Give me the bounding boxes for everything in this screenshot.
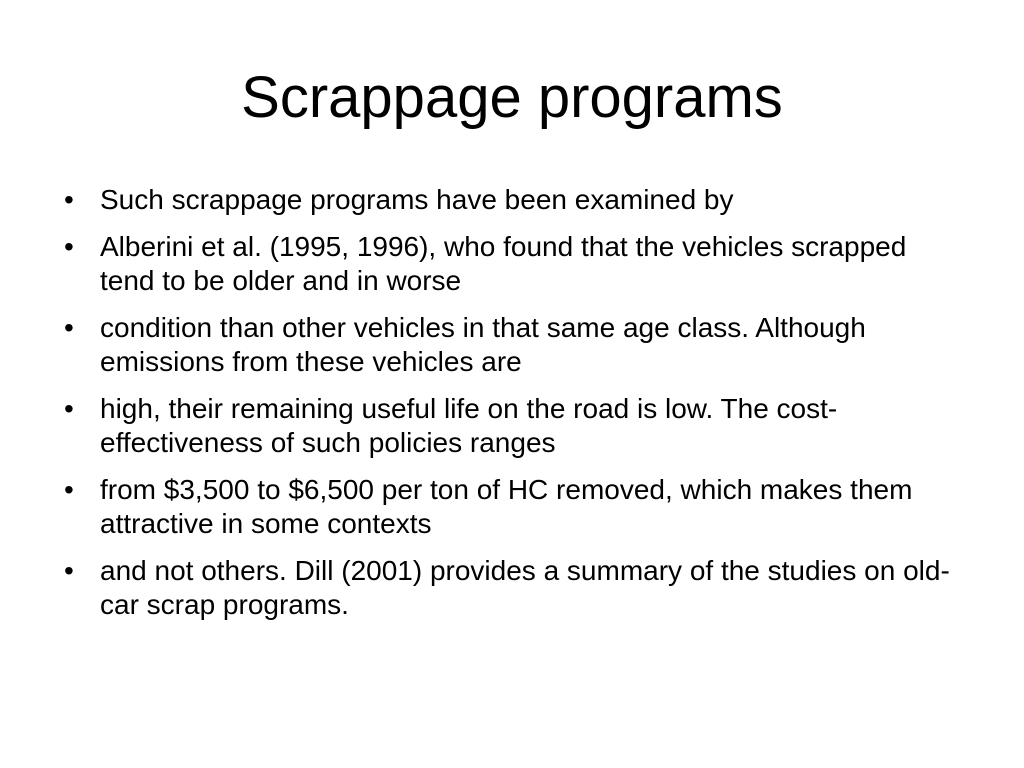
bullet-text: and not others. Dill (2001) provides a summary of the studies on old-car scrap programs. (100, 555, 950, 620)
bullet-item (60, 473, 960, 541)
bullet-marker: • (64, 312, 74, 343)
bullet-marker: • (64, 184, 74, 215)
bullet-text: from $3,500 to $6,500 per ton of HC removed, which makes them attractive in some contexts (100, 474, 913, 539)
bullet-marker: • (64, 231, 74, 262)
bullet-item (60, 183, 960, 217)
bullet-marker: • (64, 393, 74, 424)
bullet-marker: • (64, 555, 74, 586)
bullet-text: Alberini et al. (1995, 1996), who found that the vehicles scrapped tend to be older and in worse (100, 231, 907, 296)
bullet-list (60, 183, 960, 635)
bullet-marker: • (64, 474, 74, 505)
bullet-text: Such scrappage programs have been examined by (100, 184, 734, 215)
bullet-item (60, 311, 960, 379)
bullet-item (60, 392, 960, 460)
bullet-text: high, their remaining useful life on the road is low. The cost-effectiveness of such policies ranges (100, 393, 838, 458)
bullet-item (60, 230, 960, 298)
bullet-text: condition than other vehicles in that same age class. Although emissions from these vehicles are (100, 312, 866, 377)
slide-title: Scrappage programs (241, 65, 783, 130)
bullet-item (60, 554, 960, 622)
